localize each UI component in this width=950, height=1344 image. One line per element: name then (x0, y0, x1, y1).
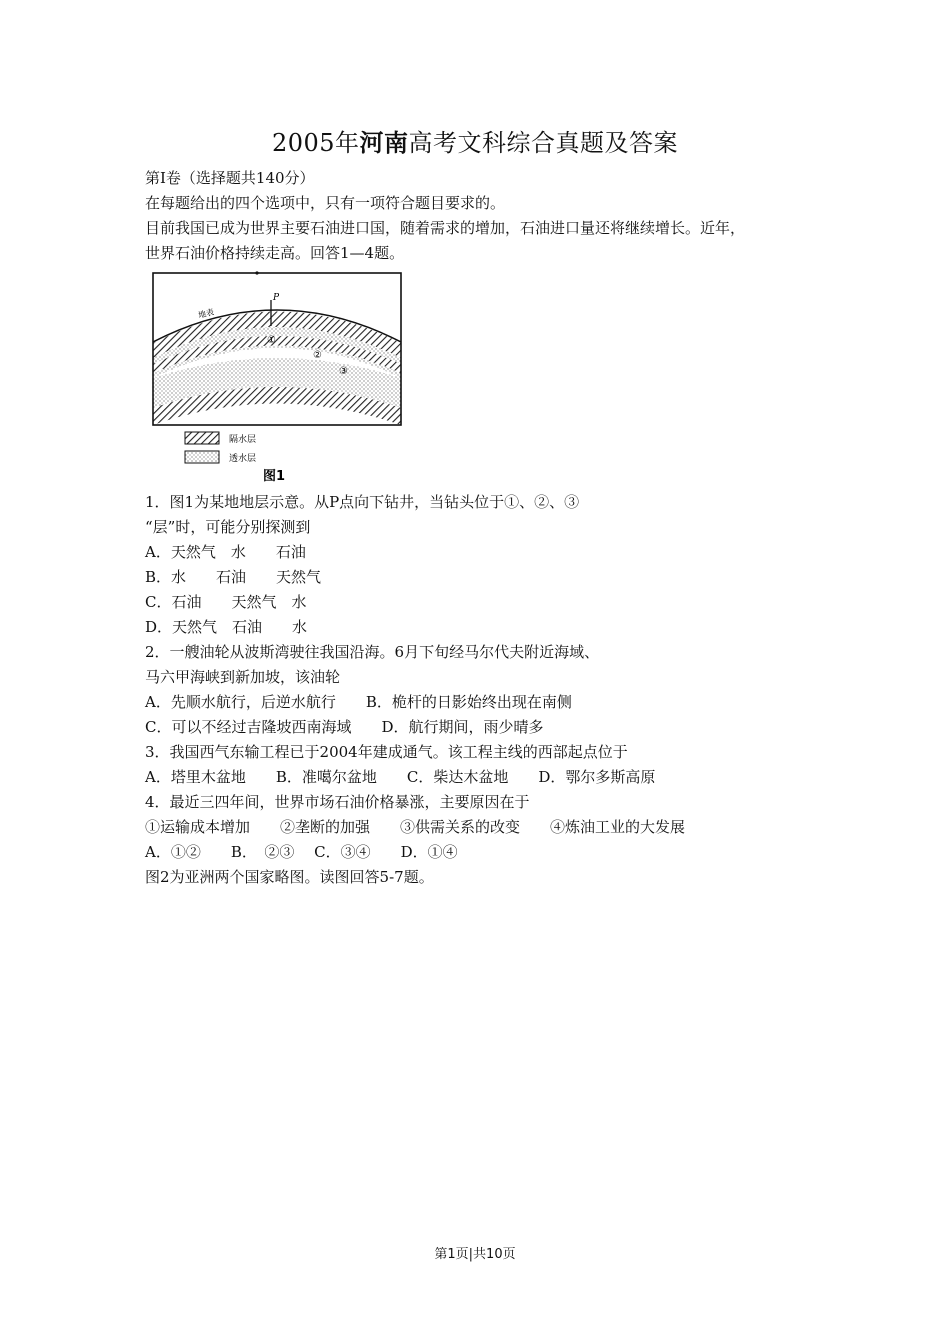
question-2-options-ab: A．先顺水航行，后逆水航行 B．桅杆的日影始终出现在南侧 (145, 693, 572, 711)
svg-text:②: ② (313, 350, 322, 361)
passage-line: 目前我国已成为世界主要石油进口国，随着需求的增加，石油进口量还将继续增长。近年， (145, 219, 746, 237)
document-title: 2005年河南高考文科综合真题及答案 (271, 128, 679, 157)
legend-swatch-impermeable (185, 432, 219, 444)
passage-line: 世界石油价格持续走高。回答1—4题。 (145, 244, 405, 262)
svg-text:图1: 图1 (263, 469, 286, 484)
question-2-options-cd: C．可以不经过吉隆坡西南海域 D．航行期间，雨少晴多 (145, 718, 544, 736)
svg-text:①: ① (267, 335, 276, 346)
svg-text:透水层: 透水层 (229, 454, 257, 464)
figure-2-intro: 图2为亚洲两个国家略图。读图回答5-7题。 (145, 868, 434, 886)
svg-text:地表: 地表 (197, 307, 216, 320)
section-heading: 第Ⅰ卷（选择题共140分） (145, 169, 315, 187)
question-1-stem-cont: “层”时，可能分别探测到 (145, 518, 311, 536)
question-1-option-b: B．水 石油 天然气 (145, 568, 322, 586)
question-3-options: A．塔里木盆地 B．准噶尔盆地 C．柴达木盆地 D．鄂尔多斯高原 (145, 768, 656, 786)
question-2-stem-cont: 马六甲海峡到新加坡，该油轮 (145, 668, 341, 686)
question-1-option-a: A．天然气 水 石油 (145, 543, 306, 561)
svg-text:P: P (273, 293, 280, 303)
legend-swatch-permeable (185, 451, 219, 463)
question-4-stem: 4．最近三四年间，世界市场石油价格暴涨，主要原因在于 (145, 793, 530, 811)
svg-text:③: ③ (339, 366, 348, 377)
question-4-statements: ①运输成本增加 ②垄断的加强 ③供需关系的改变 ④炼油工业的大发展 (145, 818, 686, 836)
page-footer: 第1页|共10页 (434, 1247, 516, 1262)
question-2-stem: 2．一艘油轮从波斯湾驶往我国沿海。6月下旬经马尔代夫附近海域、 (145, 643, 600, 661)
question-1-option-c: C．石油 天然气 水 (145, 593, 307, 611)
question-1-option-d: D．天然气 石油 水 (145, 618, 308, 636)
instruction-text: 在每题给出的四个选项中，只有一项符合题目要求的。 (145, 194, 506, 212)
figure-1-strata-diagram (143, 268, 408, 484)
question-3-stem: 3．我国西气东输工程已于2004年建成通气。该工程主线的西部起点位于 (145, 743, 628, 761)
svg-text:隔水层: 隔水层 (229, 435, 257, 445)
question-1-stem: 1．图1为某地地层示意。从P点向下钻井，当钻头位于①、②、③ (145, 493, 580, 511)
question-4-options: A．①② B． ②③ C．③④ D．①④ (145, 843, 458, 861)
